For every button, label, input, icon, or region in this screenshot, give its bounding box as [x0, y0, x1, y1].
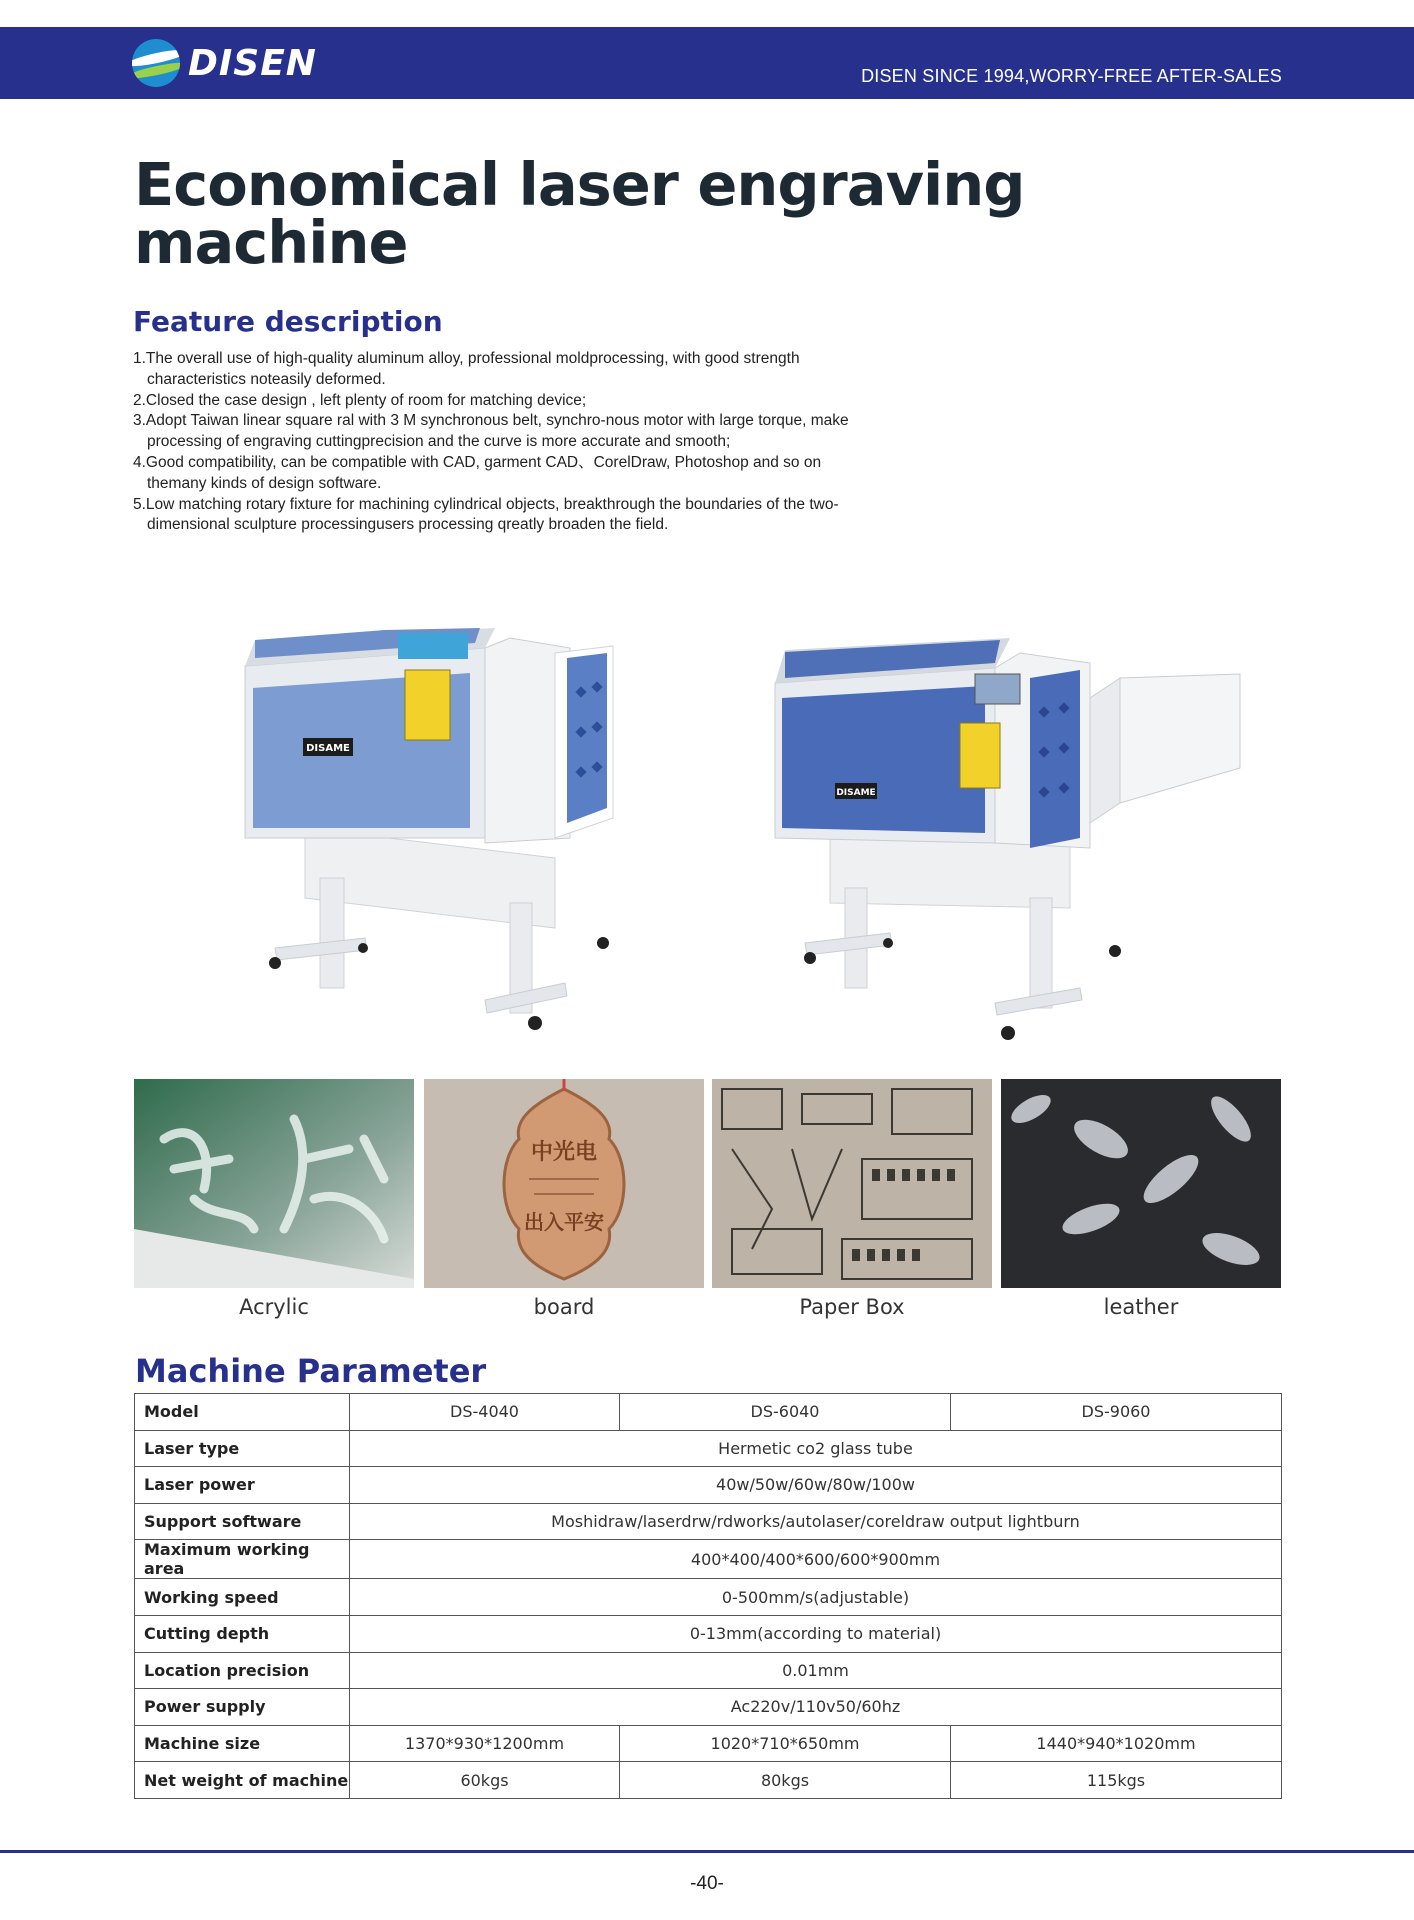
- page-title: Economical laser engraving machine: [134, 150, 1025, 277]
- material-caption: Paper Box: [799, 1295, 905, 1319]
- row-label: Maximum working area: [135, 1540, 350, 1579]
- machine-brand-label: DISAME: [306, 743, 350, 754]
- row-label: Laser type: [135, 1430, 350, 1467]
- row-label: Laser power: [135, 1467, 350, 1504]
- cell-value: Hermetic co2 glass tube: [350, 1430, 1282, 1467]
- table-row: [135, 1725, 1282, 1762]
- sample-photo-acrylic: [134, 1079, 414, 1288]
- row-label: Support software: [135, 1503, 350, 1540]
- table-row: [135, 1762, 1282, 1799]
- machine-brand-label-2: DISAME: [836, 788, 876, 798]
- material-caption: board: [533, 1295, 595, 1319]
- material-caption: Acrylic: [239, 1295, 309, 1319]
- row-label: Machine size: [135, 1725, 350, 1762]
- feature-item: 1.The overall use of high-quality aluminum alloy, professional moldprocessing, with good strength characteristics noteasily deformed.: [133, 350, 800, 388]
- cell-value: DS-6040: [620, 1394, 951, 1431]
- cell-value: 40w/50w/60w/80w/100w: [350, 1467, 1282, 1504]
- table-row: [135, 1503, 1282, 1540]
- cell-value: Ac220v/110v50/60hz: [350, 1689, 1282, 1726]
- cell-value: Moshidraw/laserdrw/rdworks/autolaser/coreldraw output lightburn: [350, 1503, 1282, 1540]
- machine-photo-right: [770, 638, 1245, 1048]
- row-label: Working speed: [135, 1579, 350, 1616]
- sample-photo-board: [424, 1079, 704, 1288]
- cell-value: 60kgs: [350, 1762, 620, 1799]
- cell-value: DS-9060: [951, 1394, 1282, 1431]
- cell-value: 1370*930*1200mm: [350, 1725, 620, 1762]
- logo-text: DISEN: [188, 42, 317, 84]
- row-label: Model: [135, 1394, 350, 1431]
- header-tagline: DISEN SINCE 1994,WORRY-FREE AFTER-SALES: [861, 66, 1282, 86]
- table-row: [135, 1689, 1282, 1726]
- parameter-heading: Machine Parameter: [135, 1352, 487, 1390]
- cell-value: 400*400/400*600/600*900mm: [350, 1540, 1282, 1579]
- brand-logo: [132, 39, 317, 87]
- feature-list: [133, 349, 853, 536]
- board-text-top: 中光电: [530, 1140, 598, 1165]
- sample-photo-paper-box: [712, 1079, 992, 1288]
- feature-item: 2.Closed the case design , left plenty of room for matching device;: [133, 391, 587, 409]
- cell-value: 0.01mm: [350, 1652, 1282, 1689]
- table-row: [135, 1540, 1282, 1579]
- row-label: Cutting depth: [135, 1615, 350, 1652]
- feature-item: 4.Good compatibility, can be compatible with CAD, garment CAD、CorelDraw, Photoshop and so on themany kinds of design software.: [133, 453, 822, 492]
- globe-logo-icon: [132, 39, 180, 87]
- cell-value: 0-500mm/s(adjustable): [350, 1579, 1282, 1616]
- table-row: [135, 1467, 1282, 1504]
- table-row: [135, 1652, 1282, 1689]
- table-row: [135, 1430, 1282, 1467]
- feature-item: 5.Low matching rotary fixture for machining cylindrical objects, breakthrough the boundaries of the two-dimensional sculpture processingusers processing qreatly broaden the field.: [133, 495, 839, 534]
- table-row: [135, 1394, 1282, 1431]
- page-number: -40-: [690, 1873, 724, 1894]
- sample-photo-leather: [1001, 1079, 1281, 1288]
- table-row: [135, 1615, 1282, 1652]
- feature-heading: Feature description: [133, 305, 443, 338]
- header-band: [0, 27, 1414, 99]
- machine-photo-left: [235, 628, 615, 1048]
- cell-value: 115kgs: [951, 1762, 1282, 1799]
- material-caption: leather: [1103, 1295, 1179, 1319]
- row-label: Net weight of machine: [135, 1762, 350, 1799]
- table-row: [135, 1579, 1282, 1616]
- cell-value: 0-13mm(according to material): [350, 1615, 1282, 1652]
- board-text-bottom: 出入平安: [524, 1210, 604, 1234]
- cell-value: 1440*940*1020mm: [951, 1725, 1282, 1762]
- cell-value: 80kgs: [620, 1762, 951, 1799]
- row-label: Power supply: [135, 1689, 350, 1726]
- cell-value: 1020*710*650mm: [620, 1725, 951, 1762]
- cell-value: DS-4040: [350, 1394, 620, 1431]
- feature-item: 3.Adopt Taiwan linear square ral with 3 M synchronous belt, synchro-nous motor with large torque, make processing of engraving cuttingprecision and the curve is more accurate and smooth;: [133, 412, 849, 451]
- footer-divider: [0, 1850, 1414, 1853]
- parameter-table: [134, 1393, 1282, 1799]
- row-label: Location precision: [135, 1652, 350, 1689]
